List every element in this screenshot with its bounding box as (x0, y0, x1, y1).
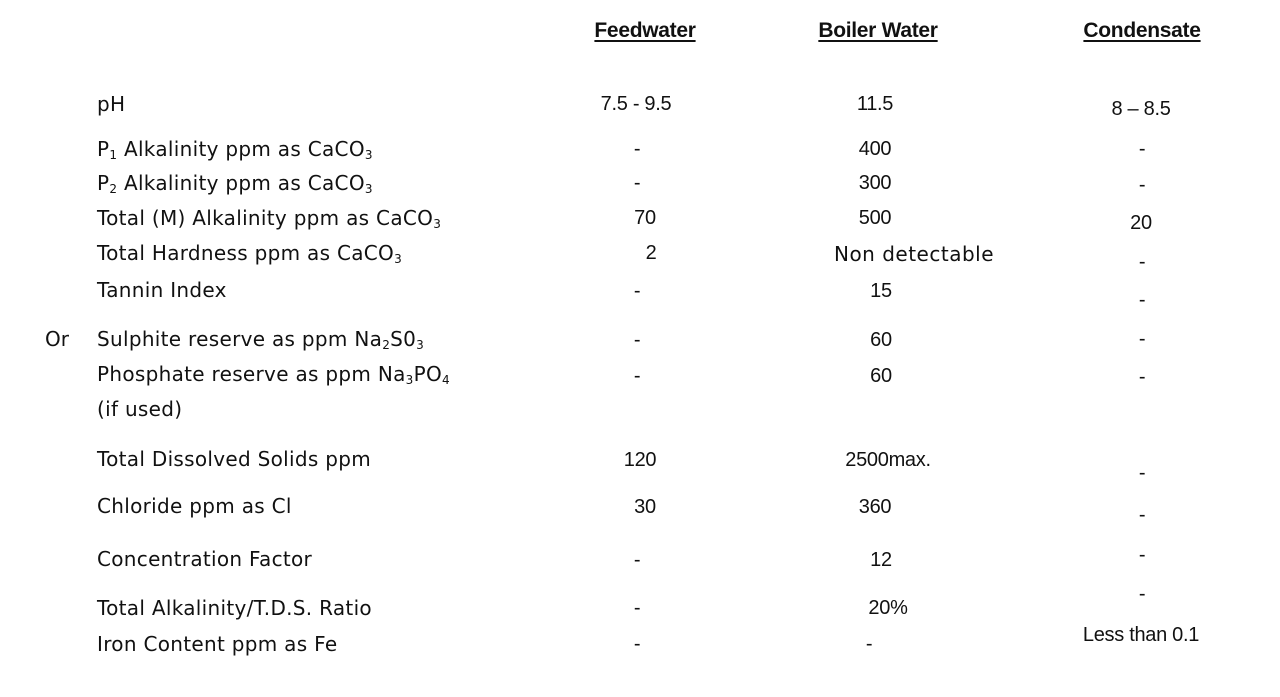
row-label-total-hardness: Total Hardness ppm as CaCO$_3$ (97, 241, 403, 266)
boiler-ratio: 20% (868, 597, 908, 619)
row-label-total-m-alkalinity: Total (M) Alkalinity ppm as CaCO$_3$ (97, 206, 442, 231)
row-label-tds: Total Dissolved Solids ppm (97, 447, 372, 471)
row-label-phosphate-if-used: (if used) (97, 397, 183, 421)
boiler-p1: 400 (858, 138, 892, 160)
feedwater-phosphate: - (633, 365, 641, 387)
row-label-p1-alkalinity: $P_1$ Alkalinity ppm as CaCO$_3$ (97, 137, 373, 162)
condensate-concentration: - (1138, 544, 1146, 566)
condensate-ratio: - (1138, 583, 1146, 605)
boiler-phosphate: 60 (870, 365, 892, 387)
feedwater-ratio: - (633, 597, 641, 619)
row-label-tannin-index: Tannin Index (97, 278, 227, 302)
condensate-p1: - (1138, 138, 1146, 160)
boiler-hardness: Non detectable (833, 242, 995, 266)
row-label-p2-alkalinity: $P_2$ Alkalinity ppm as CaCO$_3$ (97, 171, 373, 196)
condensate-phosphate: - (1138, 366, 1146, 388)
feedwater-iron: - (633, 633, 641, 655)
header-boiler-water: Boiler Water (818, 19, 938, 42)
boiler-concentration: 12 (870, 549, 892, 571)
boiler-p2: 300 (858, 172, 892, 194)
feedwater-tannin: - (633, 280, 641, 302)
or-label: Or (45, 327, 69, 351)
condensate-tannin: - (1138, 289, 1146, 311)
row-label-ph: pH (97, 92, 126, 116)
feedwater-p2: - (633, 172, 641, 194)
feedwater-concentration: - (633, 549, 641, 571)
boiler-total-m: 500 (858, 207, 892, 229)
header-condensate: Condensate (1083, 19, 1201, 42)
header-feedwater: Feedwater (594, 19, 696, 42)
feedwater-ph: 7.5 - 9.5 (600, 93, 672, 115)
feedwater-chloride: 30 (634, 496, 656, 518)
row-label-sulphite-reserve: Sulphite reserve as ppm $Na_2S0_3$ (97, 327, 425, 352)
condensate-p2: - (1138, 174, 1146, 196)
row-label-concentration-factor: Concentration Factor (97, 547, 313, 571)
condensate-total-m: 20 (1130, 212, 1152, 234)
condensate-iron: Less than 0.1 (1082, 624, 1200, 646)
feedwater-p1: - (633, 138, 641, 160)
feedwater-hardness: 2 (645, 242, 657, 264)
condensate-sulphite: - (1138, 328, 1146, 350)
feedwater-tds: 120 (623, 449, 657, 471)
row-label-chloride: Chloride ppm as Cl (97, 494, 292, 518)
boiler-iron: - (865, 633, 873, 655)
condensate-ph: 8 – 8.5 (1111, 98, 1171, 120)
row-label-phosphate-reserve: Phosphate reserve as ppm $Na_3PO_4$ (97, 362, 450, 387)
feedwater-total-m: 70 (634, 207, 656, 229)
row-label-alkalinity-tds-ratio: Total Alkalinity/T.D.S. Ratio (97, 596, 372, 620)
row-label-iron-content: Iron Content ppm as Fe (97, 632, 338, 656)
condensate-tds: - (1138, 462, 1146, 484)
condensate-chloride: - (1138, 504, 1146, 526)
boiler-tannin: 15 (870, 280, 892, 302)
feedwater-sulphite: - (633, 329, 641, 351)
boiler-sulphite: 60 (870, 329, 892, 351)
condensate-hardness: - (1138, 251, 1146, 273)
boiler-ph: 11.5 (856, 93, 894, 115)
boiler-chloride: 360 (858, 496, 892, 518)
boiler-tds: 2500max. (845, 449, 931, 471)
